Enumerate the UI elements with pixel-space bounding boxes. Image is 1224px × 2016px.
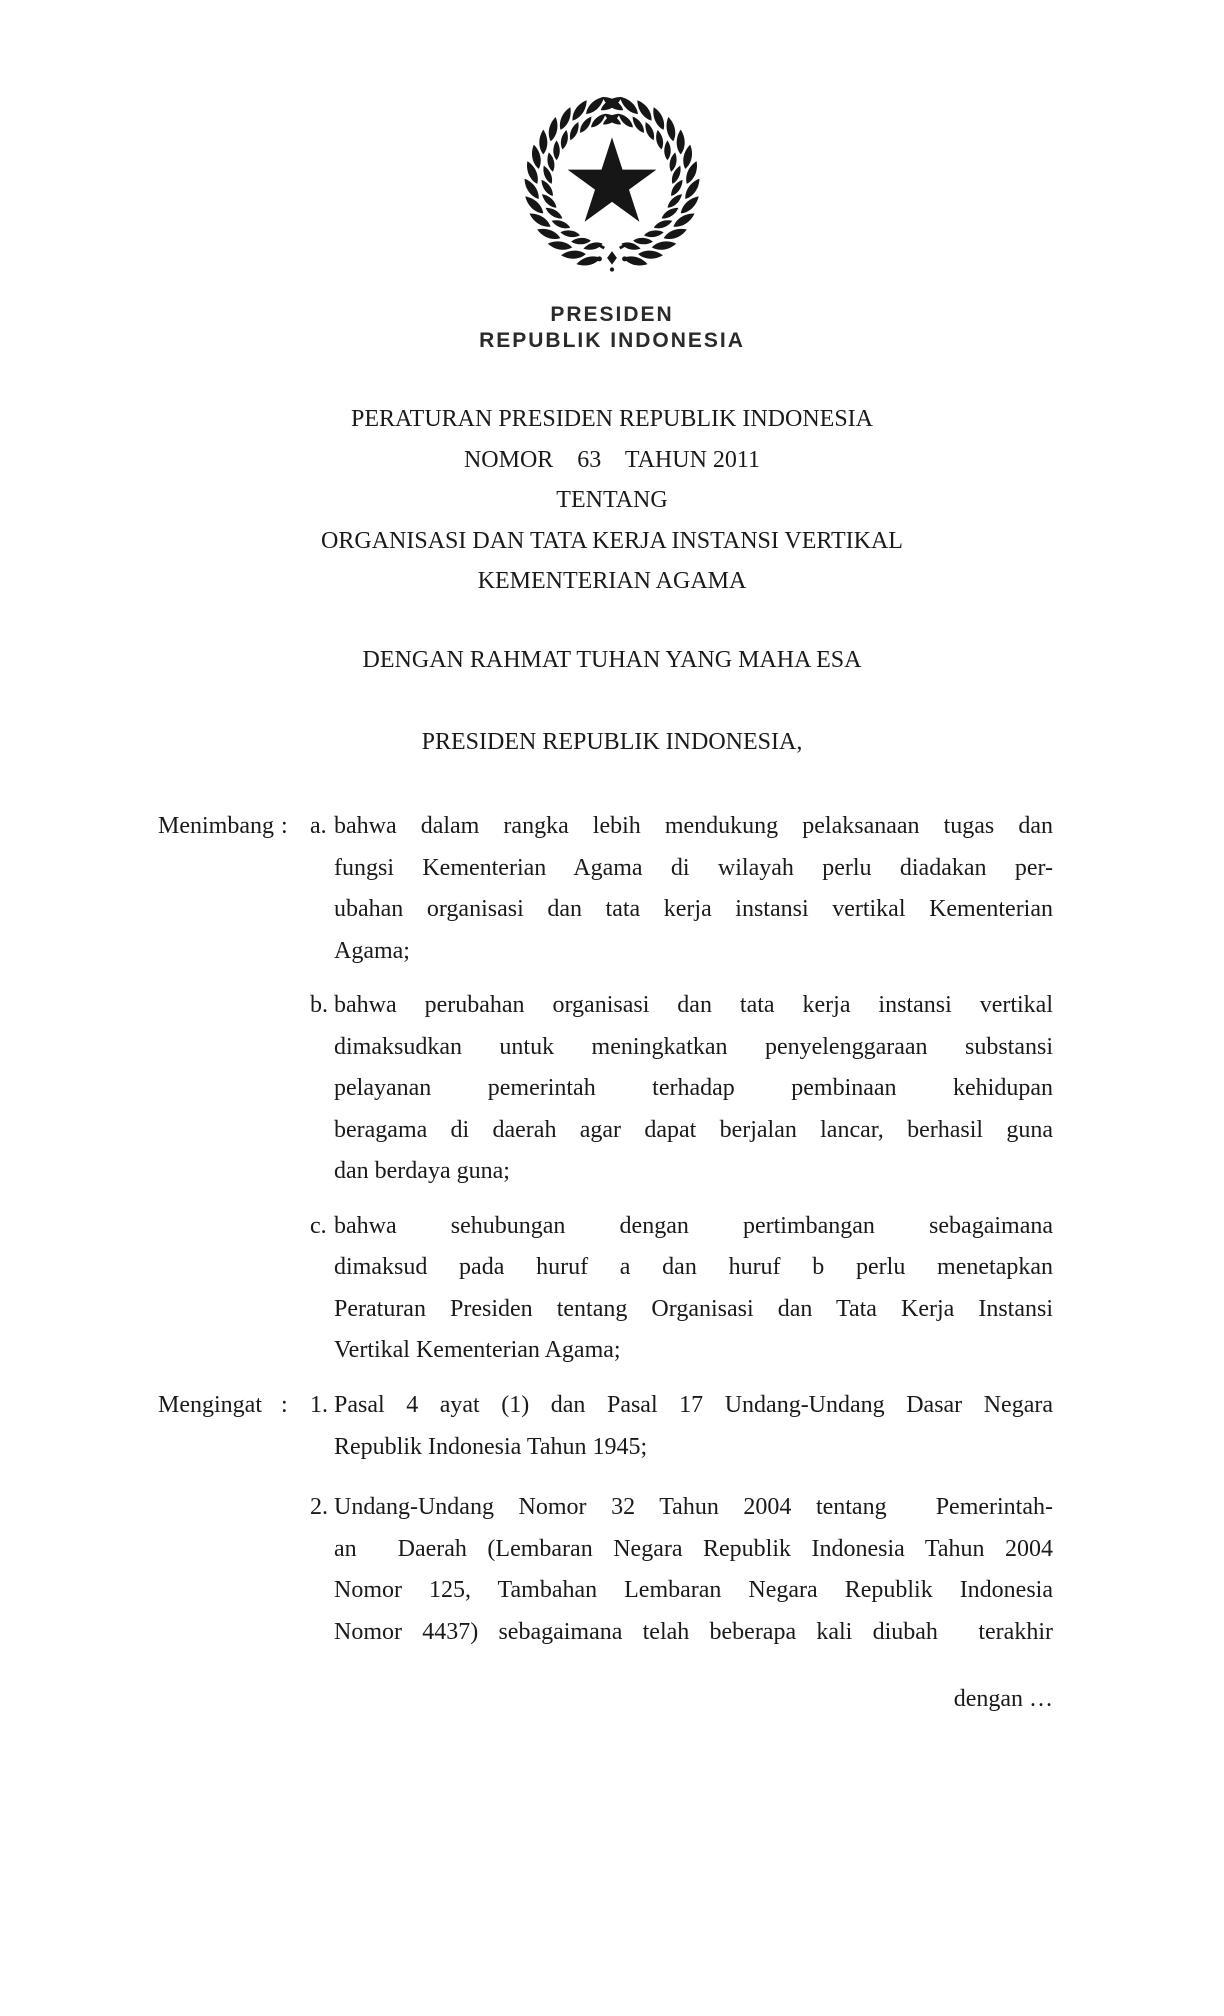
text-line: bahwa perubahan organisasi dan tata kerja instansi vertikal — [334, 992, 1053, 1018]
mengingat-section — [158, 1385, 1053, 1653]
mengingat-label: Mengingat — [158, 1392, 262, 1418]
text-line: ubahan organisasi dan tata kerja instansi vertikal Kementerian — [334, 896, 1053, 922]
title-line-regulation: PERATURAN PRESIDEN REPUBLIK INDONESIA — [350, 406, 874, 432]
item-marker-1: 1. — [310, 1392, 328, 1418]
mengingat-item-1 — [310, 1385, 1053, 1468]
item-text-2 — [334, 1487, 1053, 1653]
item-marker-a: a. — [310, 813, 327, 839]
text-line: dimaksud pada huruf a dan huruf b perlu menetapkan — [334, 1254, 1053, 1280]
item-marker-c: c. — [310, 1212, 327, 1239]
item-text-b — [334, 985, 1053, 1193]
menimbang-section — [158, 806, 1053, 1372]
text-line: bahwa dalam rangka lebih mendukung pelaksanaan tugas dan — [334, 813, 1053, 839]
text-line: dan berdaya guna; — [334, 1158, 510, 1184]
menimbang-label: Menimbang — [158, 813, 274, 839]
menimbang-items — [310, 806, 1053, 1372]
document-title-block — [0, 399, 1224, 602]
item-marker-2: 2. — [310, 1494, 328, 1520]
item-text-c — [334, 1206, 1053, 1372]
text-line: Republik Indonesia Tahun 1945; — [334, 1433, 648, 1460]
authority-line: PRESIDEN REPUBLIK INDONESIA, — [421, 729, 803, 755]
text-line: fungsi Kementerian Agama di wilayah perlu diadakan per- — [334, 854, 1053, 881]
text-line: Nomor 4437) sebagaimana telah beberapa kali diubah terakhir — [334, 1618, 1053, 1645]
menimbang-colon: : — [281, 813, 288, 839]
text-line: an Daerah (Lembaran Negara Republik Indonesia Tahun 2004 — [334, 1535, 1053, 1562]
text-line: Undang-Undang Nomor 32 Tahun 2004 tentang Pemerintah- — [334, 1494, 1053, 1520]
mengingat-colon: : — [281, 1392, 288, 1418]
text-line: beragama di daerah agar dapat berjalan lancar, berhasil guna — [334, 1116, 1053, 1143]
menimbang-item-a — [310, 806, 1053, 972]
menimbang-item-c — [310, 1206, 1053, 1372]
text-line: pelayanan pemerintah terhadap pembinaan kehidupan — [334, 1075, 1053, 1101]
text-line: Pasal 4 ayat (1) dan Pasal 17 Undang-Undang Dasar Negara — [334, 1392, 1053, 1418]
invocation-line: DENGAN RAHMAT TUHAN YANG MAHA ESA — [362, 647, 862, 673]
item-text-1 — [334, 1385, 1053, 1468]
text-line: bahwa sehubungan dengan pertimbangan sebagaimana — [334, 1212, 1053, 1239]
star-wreath-emblem-icon — [510, 84, 714, 288]
title-line-tentang: TENTANG — [556, 487, 668, 513]
presidential-seal — [0, 84, 1224, 354]
seal-caption-line2: REPUBLIK INDONESIA — [479, 329, 745, 352]
text-line: Vertikal Kementerian Agama; — [334, 1337, 621, 1363]
mengingat-items — [310, 1385, 1053, 1653]
seal-caption-line1: PRESIDEN — [550, 303, 674, 326]
mengingat-item-2 — [310, 1487, 1053, 1653]
title-line-subject: ORGANISASI DAN TATA KERJA INSTANSI VERTIKAL — [321, 527, 903, 554]
wreath-base-ornament — [597, 244, 627, 271]
text-line: Nomor 125, Tambahan Lembaran Negara Republik Indonesia — [334, 1577, 1053, 1603]
text-line: Peraturan Presiden tentang Organisasi dan Tata Kerja Instansi — [334, 1295, 1053, 1322]
title-line-number: NOMOR 63 TAHUN 2011 — [463, 446, 761, 473]
menimbang-item-b — [310, 985, 1053, 1193]
text-line: Agama; — [334, 937, 410, 964]
title-line-ministry: KEMENTERIAN AGAMA — [477, 568, 747, 594]
item-marker-b: b. — [310, 992, 328, 1018]
star-icon — [568, 137, 657, 221]
catchword: dengan … — [953, 1686, 1053, 1712]
text-line: dimaksudkan untuk meningkatkan penyelenggaraan substansi — [334, 1033, 1053, 1060]
item-text-a — [334, 806, 1053, 972]
